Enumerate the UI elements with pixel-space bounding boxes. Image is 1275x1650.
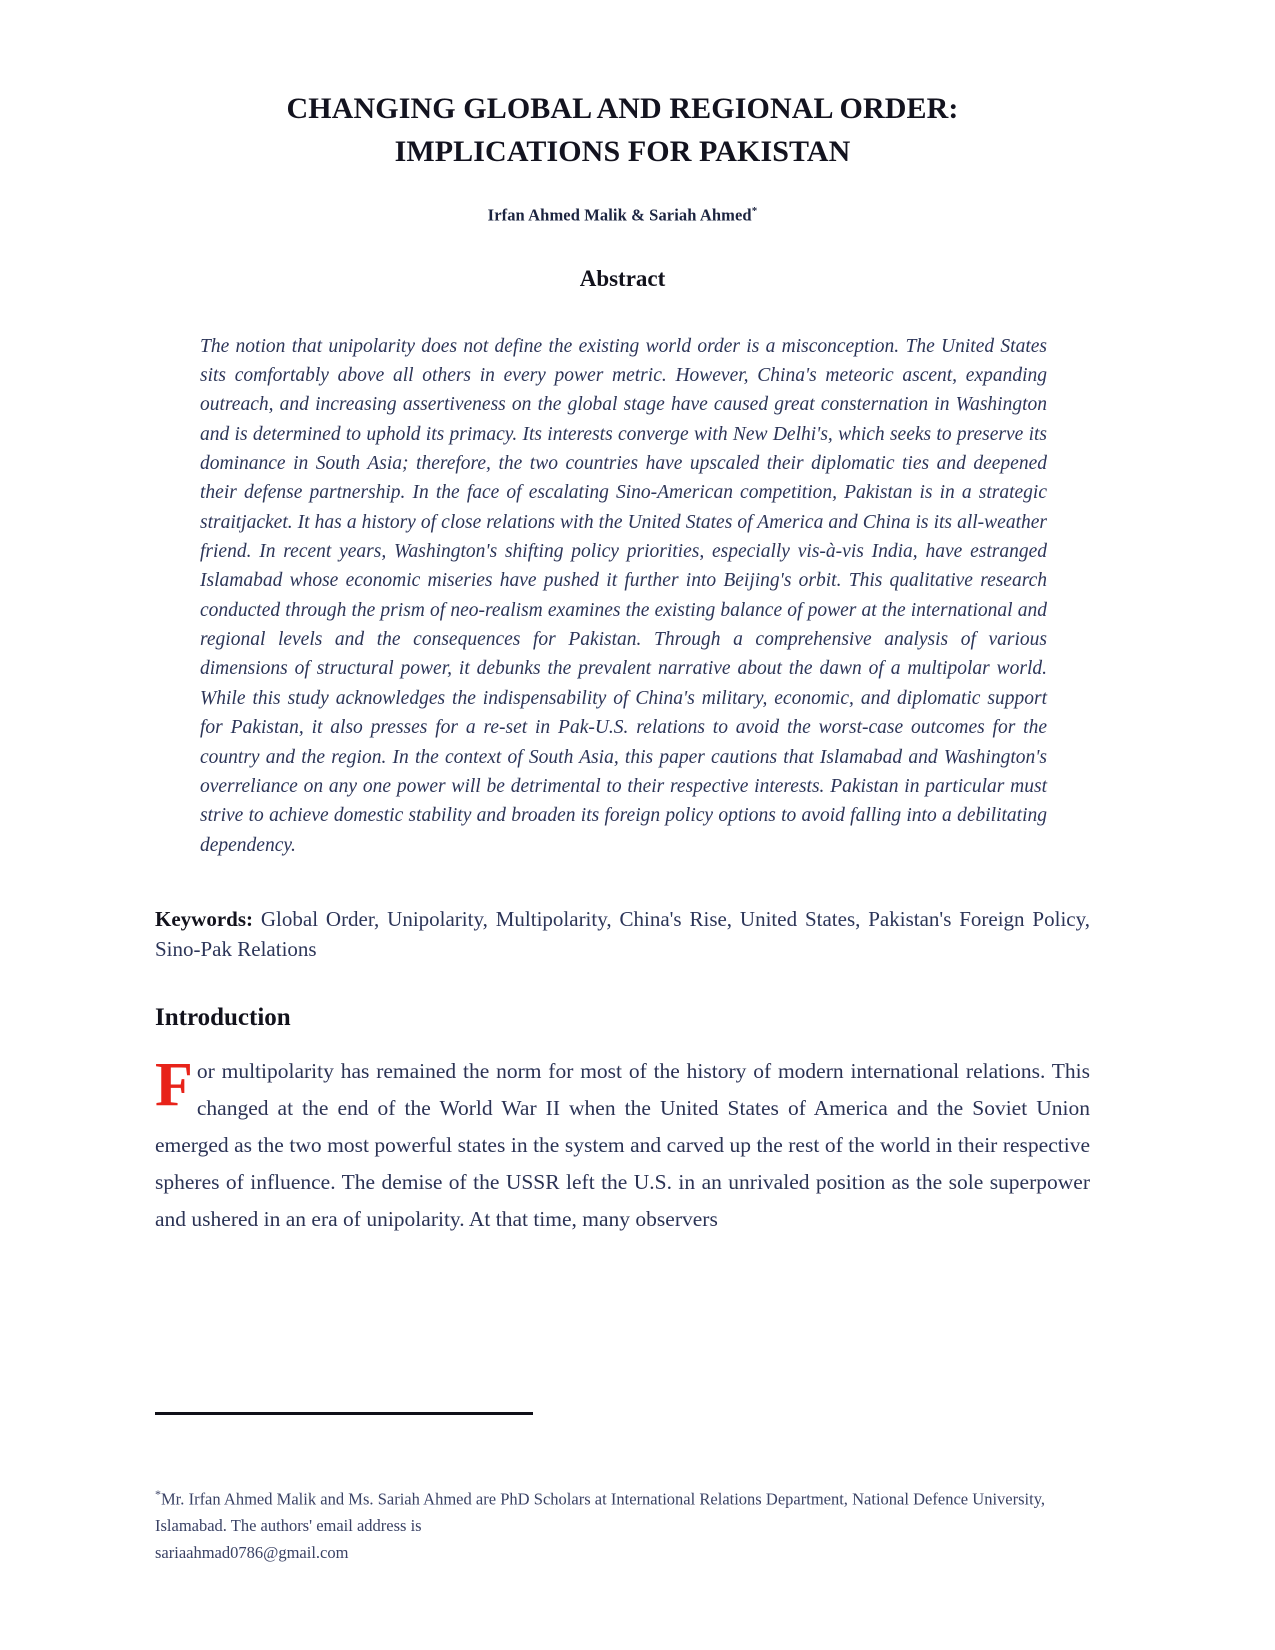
- footnote-text: Mr. Irfan Ahmed Malik and Ms. Sariah Ahmed are PhD Scholars at International Relations Department, National Defence University, Islamabad. The authors' email address is: [155, 1489, 1045, 1536]
- introduction-text: or multipolarity has remained the norm for most of the history of modern international relations. This changed at the end of the World War II when the United States of America and the Soviet Union emerged as the two most powerful states in the system and carved up the rest of the world in their respective spheres of influence. The demise of the USSR left the U.S. in an unrivaled position as the sole superpower and ushered in an era of unipolarity. At that time, many observers: [155, 1059, 1090, 1231]
- title-block: [155, 0, 1090, 226]
- abstract-text: The notion that unipolarity does not define the existing world order is a misconception. The United States sits comfortably above all others in every power metric. However, China's meteoric ascent, expanding outreach, and increasing assertiveness on the global stage have caused great consternation in Washington and is determined to uphold its primacy. Its interests converge with New Delhi's, which seeks to preserve its dominance in South Asia; therefore, the two countries have upscaled their diplomatic ties and deepened their defense partnership. In the face of escalating Sino-American competition, Pakistan is in a strategic straitjacket. It has a history of close relations with the United States of America and China is its all-weather friend. In recent years, Washington's shifting policy priorities, especially vis-à-vis India, have estranged Islamabad whose economic miseries have pushed it further into Beijing's orbit. This qualitative research conducted through the prism of neo-realism examines the existing balance of power at the international and regional levels and the consequences for Pakistan. Through a comprehensive analysis of various dimensions of structural power, it debunks the prevalent narrative about the dawn of a multipolar world. While this study acknowledges the indispensability of China's military, economic, and diplomatic support for Pakistan, it also presses for a re-set in Pak-U.S. relations to avoid the worst-case outcomes for the country and the region. In the context of South Asia, this paper cautions that Islamabad and Washington's overreliance on any one power will be detrimental to their respective interests. Pakistan in particular must strive to achieve domestic stability and broaden its foreign policy options to avoid falling into a debilitating dependency.: [200, 335, 1047, 856]
- author-names: Irfan Ahmed Malik & Sariah Ahmed: [487, 205, 752, 225]
- abstract-heading: Abstract: [579, 265, 666, 291]
- footnote-marker: *: [155, 1487, 161, 1501]
- keywords-block: [155, 904, 1090, 964]
- keywords-label: Keywords:: [155, 906, 253, 931]
- section-heading-introduction: Introduction: [155, 1004, 291, 1032]
- footnote-separator: [155, 1412, 533, 1415]
- drop-cap: F: [155, 1051, 193, 1120]
- page-title: CHANGING GLOBAL AND REGIONAL ORDER: IMPLICATIONS FOR PAKISTAN: [286, 92, 959, 168]
- footnote-email: sariaahmad0786@gmail.com: [155, 1542, 349, 1562]
- author-footnote-marker: *: [751, 205, 758, 218]
- page-content: [155, 0, 1090, 1259]
- footnote-block: [155, 1485, 1045, 1567]
- author-byline: [155, 205, 1090, 226]
- introduction-paragraph: [155, 1053, 1090, 1238]
- keywords-list: Global Order, Unipolarity, Multipolarity, China's Rise, United States, Pakistan's Foreign Policy, Sino-Pak Relations: [155, 906, 1090, 962]
